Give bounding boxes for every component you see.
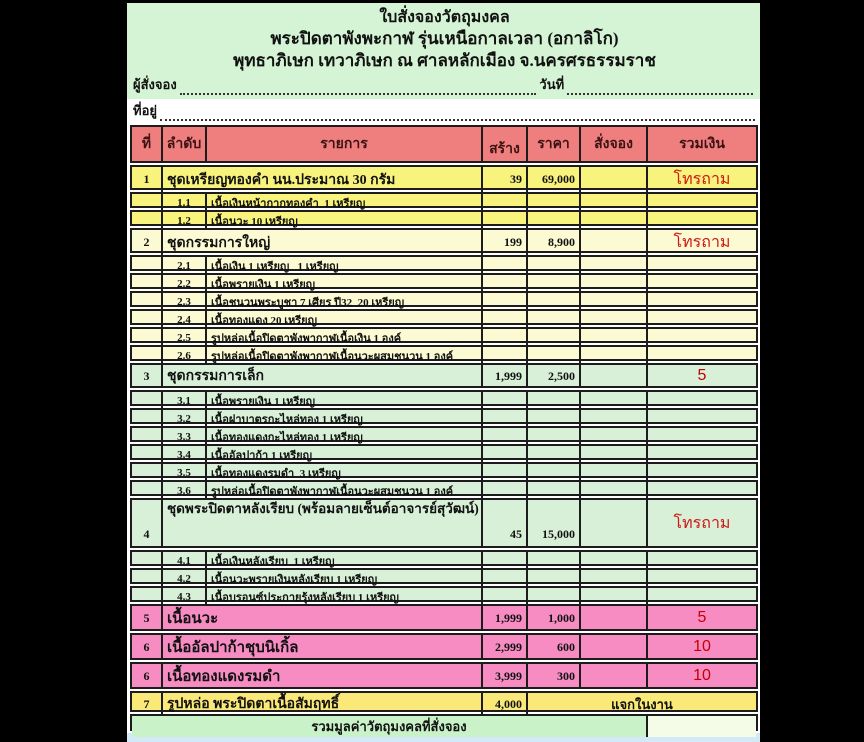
row-seq-cell-text: 2.2 — [177, 278, 191, 290]
order-table — [130, 125, 758, 734]
row-item-cell — [163, 365, 483, 387]
total-cell — [648, 464, 756, 482]
price-cell — [528, 293, 581, 311]
total-cell — [648, 347, 756, 365]
made-count-cell — [483, 365, 528, 387]
made-count-cell — [483, 693, 528, 715]
made-count-cell — [483, 347, 528, 365]
col-header-seq — [163, 127, 207, 161]
row-no-cell — [132, 212, 163, 230]
total-cell — [648, 275, 756, 293]
price-cell — [528, 588, 581, 606]
made-count-cell — [483, 482, 528, 500]
order-qty-cell[interactable] — [581, 365, 648, 387]
row-no-cell — [132, 588, 163, 606]
order-qty-cell[interactable] — [581, 552, 648, 570]
row-seq-cell — [163, 275, 207, 293]
form-title: ใบสั่งจองวัตถุมงคล — [379, 9, 510, 26]
row-item-cell — [207, 293, 483, 311]
made-count-cell — [483, 464, 528, 482]
row-item-cell-text: เนื้อทองแดง 20 เหรียญ — [211, 315, 317, 327]
total-cell — [648, 664, 756, 688]
table-row — [130, 255, 758, 271]
row-seq-cell-text: 4.2 — [177, 573, 191, 585]
table-row — [130, 444, 758, 460]
total-cell — [648, 293, 756, 311]
price-cell — [528, 428, 581, 446]
made-count-cell-text: 1,999 — [495, 368, 522, 383]
col-header-made-text: สร้าง — [489, 141, 520, 157]
price-cell — [528, 275, 581, 293]
order-qty-cell[interactable] — [581, 635, 648, 659]
total-cell — [648, 212, 756, 230]
row-item-cell-text: เนื้อทองแดงรมดำ — [167, 669, 281, 685]
made-count-cell — [483, 275, 528, 293]
row-seq-cell-text: 1.2 — [177, 215, 191, 227]
row-no-cell — [132, 606, 163, 630]
row-item-cell-text: ชุดพระปิดตาหลังเรียบ (พร้อมลายเซ็นต์อาจารย์สุวัฒน์) — [167, 501, 479, 516]
row-seq-cell-text: 3.6 — [177, 485, 191, 497]
price-cell — [528, 664, 581, 688]
row-item-cell — [207, 588, 483, 606]
price-cell — [528, 212, 581, 230]
price-cell-text: 2,500 — [548, 368, 575, 383]
row-seq-cell — [163, 464, 207, 482]
row-item-cell — [207, 257, 483, 275]
table-row — [130, 273, 758, 289]
order-qty-cell[interactable] — [581, 194, 648, 212]
row-no-cell — [132, 194, 163, 212]
row-no-cell — [132, 570, 163, 588]
total-cell — [648, 482, 756, 500]
row-item-cell-text: รูปหล่อเนื้อปิดตาพังพากาฬเนื้อเงิน 1 องค์ — [211, 333, 402, 345]
price-cell-text: 300 — [557, 668, 575, 683]
price-cell — [528, 365, 581, 387]
row-no-cell — [132, 428, 163, 446]
row-item-cell-text: เนื้ออัลปาก้าชุบนิเกิ้ล — [167, 640, 299, 656]
row-seq-cell — [163, 570, 207, 588]
row-seq-cell-text: 3.4 — [177, 449, 191, 461]
row-item-cell — [207, 552, 483, 570]
row-seq-cell-text: 2.6 — [177, 350, 191, 362]
row-item-cell — [207, 410, 483, 428]
made-count-cell-text: 2,999 — [495, 639, 522, 654]
order-qty-cell[interactable] — [581, 464, 648, 482]
table-row — [130, 691, 758, 712]
giveaway-note-cell — [528, 693, 756, 715]
row-item-cell-text: ชุดเหรียญทองคำ นน.ประมาณ 30 กรัม — [167, 172, 396, 188]
row-item-cell-text: เนื้อฝาบาตรกะไหล่ทอง 1 เหรียญ — [211, 414, 363, 426]
row-item-cell — [207, 464, 483, 482]
row-no-cell — [132, 635, 163, 659]
row-item-cell-text: เนื้อนวะ 10 เหรียญ — [211, 216, 298, 228]
row-seq-cell — [163, 194, 207, 212]
price-cell — [528, 410, 581, 428]
order-qty-cell[interactable] — [581, 500, 648, 546]
made-count-cell — [483, 635, 528, 659]
row-item-cell-text: เนื้อพรายเงิน 1 เหรียญ — [211, 396, 316, 408]
table-row — [130, 633, 758, 660]
row-item-cell — [207, 392, 483, 410]
table-row — [130, 291, 758, 307]
made-count-cell-text: 199 — [504, 235, 522, 249]
row-seq-cell — [163, 410, 207, 428]
order-qty-cell[interactable] — [581, 329, 648, 347]
orderer-line — [133, 76, 756, 95]
address-line — [133, 101, 760, 121]
row-seq-cell — [163, 552, 207, 570]
price-cell — [528, 482, 581, 500]
made-count-cell — [483, 293, 528, 311]
row-item-cell-text: เนื้อเงิน 1 เหรียญ 1 เหรียญ — [211, 261, 339, 273]
summary-label-cell-text: รวมมูลค่าวัตถุมงคลที่สั่งจอง — [311, 719, 467, 734]
row-no-cell-text: 1 — [143, 172, 150, 186]
row-no-cell — [132, 329, 163, 347]
form-header — [127, 3, 760, 99]
order-qty-cell[interactable] — [581, 588, 648, 606]
row-seq-cell-text: 2.5 — [177, 332, 191, 344]
price-cell — [528, 329, 581, 347]
total-cell-text: โทรถาม — [673, 514, 731, 532]
price-cell-text: 15,000 — [542, 527, 575, 541]
total-cell-text: 5 — [697, 367, 707, 384]
order-qty-cell[interactable] — [581, 257, 648, 275]
row-item-cell — [207, 212, 483, 230]
address-input-line[interactable] — [160, 108, 755, 121]
made-count-cell — [483, 552, 528, 570]
made-count-cell — [483, 446, 528, 464]
order-qty-cell[interactable] — [581, 482, 648, 500]
row-no-cell — [132, 446, 163, 464]
row-no-cell-text: 6 — [143, 639, 150, 654]
total-cell — [648, 410, 756, 428]
made-count-cell — [483, 410, 528, 428]
order-qty-cell[interactable] — [581, 230, 648, 255]
price-cell — [528, 552, 581, 570]
price-cell-text: 600 — [557, 639, 575, 654]
row-item-cell — [163, 167, 483, 192]
made-count-cell — [483, 212, 528, 230]
row-seq-cell-text: 2.4 — [177, 314, 191, 326]
table-row — [130, 480, 758, 496]
row-seq-cell — [163, 347, 207, 365]
order-qty-cell[interactable] — [581, 293, 648, 311]
total-cell-text: 10 — [693, 638, 711, 655]
row-no-cell — [132, 392, 163, 410]
col-header-order-text: สั่งจอง — [594, 137, 633, 152]
order-qty-cell[interactable] — [581, 606, 648, 630]
order-qty-cell[interactable] — [581, 664, 648, 688]
made-count-cell — [483, 311, 528, 329]
row-item-cell-text: เนื้อนวะ — [167, 611, 219, 627]
total-cell — [648, 311, 756, 329]
col-header-total — [648, 127, 756, 161]
made-count-cell-text: 45 — [510, 527, 522, 541]
row-seq-cell-text: 1.1 — [177, 197, 191, 209]
row-no-cell — [132, 347, 163, 365]
table-row — [130, 714, 758, 734]
row-seq-cell — [163, 392, 207, 410]
made-count-cell-text: 3,999 — [495, 668, 522, 683]
table-row — [130, 462, 758, 478]
order-qty-cell[interactable] — [581, 311, 648, 329]
row-seq-cell — [163, 329, 207, 347]
total-cell — [648, 194, 756, 212]
orderer-input-line[interactable] — [180, 82, 537, 95]
row-item-cell-text: ชุดกรรมการเล็ก — [167, 369, 265, 384]
made-count-cell — [483, 329, 528, 347]
row-no-cell-text: 3 — [143, 368, 150, 383]
row-item-cell — [207, 428, 483, 446]
row-item-cell — [207, 275, 483, 293]
row-no-cell — [132, 500, 163, 546]
row-seq-cell — [163, 482, 207, 500]
form-event-line: พุทธาภิเษก เทวาภิเษก ณ ศาลหลักเมือง จ.นครศรธรรมราช — [233, 51, 656, 70]
total-cell-text: โทรถาม — [673, 171, 731, 188]
made-count-cell-text: 4,000 — [495, 696, 522, 711]
row-item-cell-text: เนื้อเงินหน้ากากทองคำ 1 เหรียญ — [211, 198, 366, 210]
form-subtitle: พระปิดตาพังพะกาฬ รุ่นเหนือกาลเวลา (อกาลิโก) — [270, 29, 619, 48]
price-cell — [528, 194, 581, 212]
price-cell — [528, 446, 581, 464]
row-item-cell-text: รูปหล่อ พระปิดตาเนื้อสัมฤทธิ์ — [167, 697, 340, 712]
row-item-cell-text: เนื้ออัลปาก้า 1 เหรียญ — [211, 450, 312, 462]
price-cell — [528, 500, 581, 546]
table-row — [130, 390, 758, 406]
row-item-cell — [207, 482, 483, 500]
col-header-item-text: รายการ — [320, 137, 368, 152]
row-no-cell — [132, 482, 163, 500]
row-item-cell — [207, 347, 483, 365]
price-cell — [528, 167, 581, 192]
row-no-cell — [132, 167, 163, 192]
col-header-item — [207, 127, 483, 161]
row-seq-cell — [163, 588, 207, 606]
row-no-cell — [132, 693, 163, 715]
row-item-cell-text: ชุดกรรมการใหญ่ — [167, 235, 271, 251]
row-item-cell-text: เนื้อเงินหลังเรียบ 1 เหรียญ — [211, 556, 335, 568]
order-qty-cell[interactable] — [581, 275, 648, 293]
made-count-cell — [483, 606, 528, 630]
row-no-cell-text: 6 — [143, 668, 150, 683]
address-label: ที่อยู่ — [133, 103, 157, 118]
col-header-price-text: ราคา — [537, 137, 570, 152]
row-seq-cell — [163, 257, 207, 275]
price-cell — [528, 257, 581, 275]
row-no-cell — [132, 311, 163, 329]
row-no-cell — [132, 664, 163, 688]
summary-total-cell[interactable] — [648, 716, 756, 737]
row-seq-cell — [163, 311, 207, 329]
orderer-label: ผู้สั่งจอง — [133, 77, 177, 92]
row-item-cell — [207, 570, 483, 588]
row-item-cell — [163, 606, 483, 630]
total-cell — [648, 635, 756, 659]
amulet-order-form — [127, 3, 760, 739]
date-label: วันที่ — [539, 77, 565, 92]
total-cell — [648, 588, 756, 606]
col-header-order — [581, 127, 648, 161]
table-row — [130, 165, 758, 190]
total-cell — [648, 552, 756, 570]
col-header-no — [132, 127, 163, 161]
row-item-cell — [207, 329, 483, 347]
col-header-total-text: รวมเงิน — [679, 137, 725, 152]
table-row — [130, 408, 758, 424]
made-count-cell — [483, 500, 528, 546]
price-cell-text: 8,900 — [548, 235, 575, 249]
row-item-cell-text: เนื้อทองแดงกะไหล่ทอง 1 เหรียญ — [211, 432, 363, 444]
row-seq-cell-text: 3.1 — [177, 395, 191, 407]
row-item-cell-text: เนื้อนวะพรายเงินหลังเรียบ 1 เหรียญ — [211, 574, 378, 586]
made-count-cell — [483, 194, 528, 212]
price-cell — [528, 570, 581, 588]
row-seq-cell-text: 3.5 — [177, 467, 191, 479]
total-cell — [648, 329, 756, 347]
price-cell — [528, 230, 581, 255]
row-no-cell — [132, 464, 163, 482]
made-count-cell — [483, 588, 528, 606]
table-row — [130, 662, 758, 689]
total-cell — [648, 428, 756, 446]
row-item-cell-text: เนื้อพรายเงิน 1 เหรียญ — [211, 279, 316, 291]
row-no-cell — [132, 552, 163, 570]
row-no-cell — [132, 293, 163, 311]
table-row — [130, 604, 758, 631]
row-seq-cell-text: 4.3 — [177, 591, 191, 603]
total-cell-text: 10 — [693, 667, 711, 684]
price-cell-text: 1,000 — [548, 610, 575, 625]
row-seq-cell — [163, 446, 207, 464]
total-cell — [648, 392, 756, 410]
total-cell-text: 5 — [697, 609, 707, 626]
row-item-cell-text: รูปหล่อเนื้อปิดตาพังพากาฬเนื้อนวะผสมชนวน 1 องค์ — [211, 486, 454, 498]
made-count-cell-text: 39 — [510, 172, 522, 186]
table-row — [130, 228, 758, 253]
order-qty-cell[interactable] — [581, 428, 648, 446]
row-no-cell — [132, 410, 163, 428]
row-item-cell-text: เนื้อบรอนซ์ประกายรุ้งหลังเรียบ 1 เหรียญ — [211, 592, 399, 604]
row-seq-cell-text: 2.1 — [177, 260, 191, 272]
price-cell-text: 69,000 — [542, 172, 575, 186]
row-item-cell — [163, 500, 483, 546]
made-count-cell — [483, 392, 528, 410]
table-row — [130, 192, 758, 208]
order-qty-cell[interactable] — [581, 212, 648, 230]
row-no-cell-text: 4 — [143, 527, 150, 541]
col-header-no-text: ที่ — [141, 137, 152, 152]
col-header-price — [528, 127, 581, 161]
row-seq-cell-text: 2.3 — [177, 296, 191, 308]
price-cell — [528, 311, 581, 329]
table-row — [130, 345, 758, 361]
date-input-line[interactable] — [567, 82, 753, 95]
row-no-cell-text: 7 — [143, 696, 150, 711]
order-table-body — [130, 165, 758, 734]
table-row — [130, 309, 758, 325]
row-item-cell — [207, 311, 483, 329]
row-seq-cell-text: 4.1 — [177, 555, 191, 567]
total-cell — [648, 257, 756, 275]
order-qty-cell[interactable] — [581, 167, 648, 192]
table-row — [130, 327, 758, 343]
row-item-cell — [207, 194, 483, 212]
row-item-cell — [163, 664, 483, 688]
row-no-cell — [132, 257, 163, 275]
row-item-cell-text: เนื้อทองแดงรมดำ 3 เหรียญ — [211, 468, 341, 480]
row-no-cell — [132, 365, 163, 387]
row-seq-cell — [163, 212, 207, 230]
row-seq-cell-text: 3.2 — [177, 413, 191, 425]
made-count-cell — [483, 167, 528, 192]
price-cell — [528, 464, 581, 482]
total-cell-text: โทรถาม — [673, 234, 731, 251]
price-cell — [528, 606, 581, 630]
order-qty-cell[interactable] — [581, 570, 648, 588]
made-count-cell — [483, 570, 528, 588]
row-no-cell — [132, 275, 163, 293]
made-count-cell-text: 1,999 — [495, 610, 522, 625]
table-row — [130, 568, 758, 584]
table-row — [130, 550, 758, 566]
row-item-cell — [207, 446, 483, 464]
total-cell — [648, 446, 756, 464]
order-qty-cell[interactable] — [581, 446, 648, 464]
row-item-cell-text: รูปหล่อเนื้อปิดตาพังพากาฬเนื้อนวะผสมชนวน 1 องค์ — [211, 351, 454, 363]
row-item-cell — [163, 693, 483, 715]
table-row — [130, 426, 758, 442]
row-seq-cell — [163, 293, 207, 311]
total-cell — [648, 606, 756, 630]
price-cell — [528, 635, 581, 659]
made-count-cell — [483, 664, 528, 688]
price-cell — [528, 392, 581, 410]
table-row — [130, 498, 758, 548]
order-qty-cell[interactable] — [581, 347, 648, 365]
total-cell — [648, 230, 756, 255]
table-header-row — [130, 125, 758, 163]
row-no-cell-text: 5 — [143, 610, 150, 625]
order-qty-cell[interactable] — [581, 392, 648, 410]
total-cell — [648, 570, 756, 588]
col-header-made — [483, 127, 528, 161]
row-no-cell — [132, 230, 163, 255]
made-count-cell — [483, 230, 528, 255]
row-item-cell-text: เนื้อชนวนพระบูชา 7 เศียร ปี32 20 เหรียญ — [211, 297, 405, 309]
table-row — [130, 363, 758, 388]
table-row — [130, 586, 758, 602]
total-cell — [648, 365, 756, 387]
made-count-cell — [483, 257, 528, 275]
total-cell — [648, 167, 756, 192]
order-qty-cell[interactable] — [581, 410, 648, 428]
row-item-cell — [163, 230, 483, 255]
row-item-cell — [163, 635, 483, 659]
row-no-cell-text: 2 — [143, 235, 150, 249]
summary-label-cell — [132, 716, 648, 737]
price-cell — [528, 347, 581, 365]
table-row — [130, 210, 758, 226]
row-seq-cell-text: 3.3 — [177, 431, 191, 443]
total-cell — [648, 500, 756, 546]
giveaway-note-cell-text: แจกในงาน — [611, 696, 673, 712]
row-seq-cell — [163, 428, 207, 446]
col-header-seq-text: ลำดับ — [166, 137, 202, 152]
made-count-cell — [483, 428, 528, 446]
